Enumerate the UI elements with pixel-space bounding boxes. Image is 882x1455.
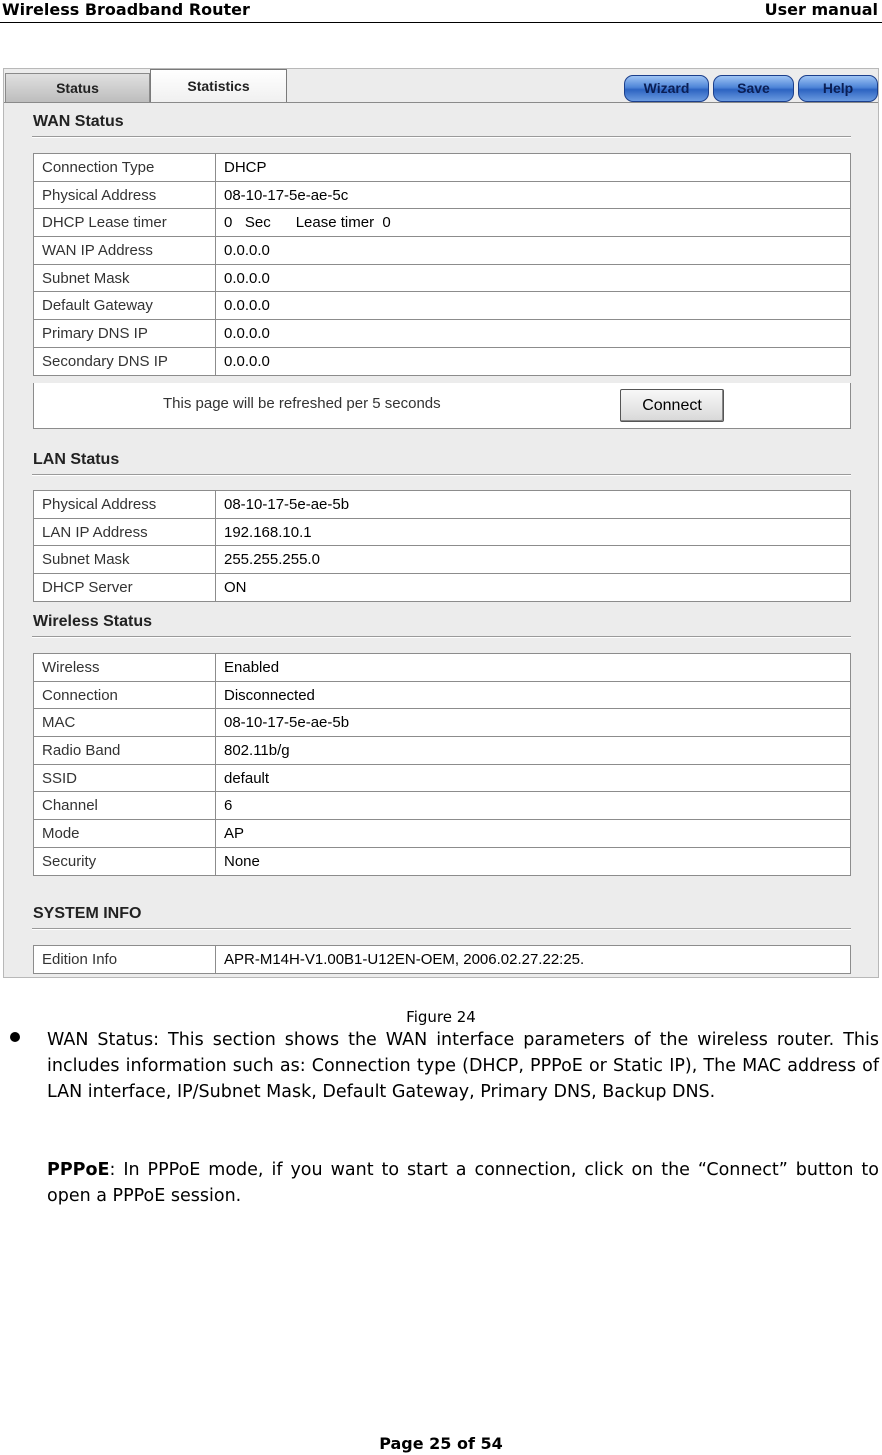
- row-label: DHCP Server: [34, 574, 216, 602]
- wizard-button[interactable]: Wizard: [624, 75, 709, 102]
- row-label: Channel: [34, 792, 216, 820]
- table-row: [34, 154, 851, 182]
- wireless-status-table: [33, 653, 851, 876]
- row-label: SSID: [34, 764, 216, 792]
- row-label: Primary DNS IP: [34, 320, 216, 348]
- wan-status-paragraph: [47, 1027, 879, 1105]
- table-row: [34, 237, 851, 265]
- row-value: AP: [216, 820, 851, 848]
- table-row: [34, 792, 851, 820]
- row-value: 0.0.0.0: [216, 320, 851, 348]
- connect-button[interactable]: Connect: [620, 389, 724, 422]
- row-value: APR-M14H-V1.00B1-U12EN-OEM, 2006.02.27.22:25.: [216, 946, 851, 974]
- row-value: DHCP: [216, 154, 851, 182]
- table-row: [34, 209, 851, 237]
- refresh-row: [33, 383, 851, 429]
- row-label: Connection Type: [34, 154, 216, 182]
- table-row: [34, 264, 851, 292]
- lan-divider: [32, 474, 851, 476]
- table-row: [34, 181, 851, 209]
- table-row: [34, 847, 851, 875]
- refresh-notice: This page will be refreshed per 5 seconds: [163, 395, 441, 412]
- row-value: 802.11b/g: [216, 737, 851, 765]
- row-value: Disconnected: [216, 681, 851, 709]
- wan-divider: [32, 136, 851, 138]
- row-label: Secondary DNS IP: [34, 347, 216, 375]
- figure-caption: Figure 24: [406, 1008, 476, 1026]
- tab-divider: [4, 102, 878, 103]
- pppoe-description: : In PPPoE mode, if you want to start a connection, click on the “Connect” button to open a PPPoE session.: [47, 1160, 879, 1206]
- table-row: [34, 709, 851, 737]
- row-value: 0.0.0.0: [216, 347, 851, 375]
- row-value: 6: [216, 792, 851, 820]
- row-label: Radio Band: [34, 737, 216, 765]
- row-label: Wireless: [34, 654, 216, 682]
- row-value: 255.255.255.0: [216, 546, 851, 574]
- page-number: Page 25 of 54: [379, 1434, 503, 1453]
- row-label: Security: [34, 847, 216, 875]
- system-info-table: [33, 945, 851, 974]
- row-label: Physical Address: [34, 491, 216, 519]
- wan-description: WAN Status: This section shows the WAN interface parameters of the wireless router. This includes information such as: Connection type (DHCP, PPPoE or Static IP), The MAC address of LAN interface, IP/Subnet Mask, Default Gateway, Primary DNS, Backup DNS.: [47, 1030, 879, 1102]
- table-row: [34, 820, 851, 848]
- row-label: WAN IP Address: [34, 237, 216, 265]
- table-row: [34, 320, 851, 348]
- row-label: Connection: [34, 681, 216, 709]
- row-label: MAC: [34, 709, 216, 737]
- table-row: [34, 764, 851, 792]
- save-button[interactable]: Save: [713, 75, 794, 102]
- row-label: LAN IP Address: [34, 518, 216, 546]
- row-value: 0.0.0.0: [216, 237, 851, 265]
- table-row: [34, 546, 851, 574]
- table-row: [34, 946, 851, 974]
- row-label: Mode: [34, 820, 216, 848]
- wireless-divider: [32, 636, 851, 638]
- row-label: DHCP Lease timer: [34, 209, 216, 237]
- wan-status-title: WAN Status: [33, 113, 124, 130]
- row-value: 08-10-17-5e-ae-5b: [216, 709, 851, 737]
- row-label: Edition Info: [34, 946, 216, 974]
- wireless-status-title: Wireless Status: [33, 613, 153, 630]
- row-value: Enabled: [216, 654, 851, 682]
- wan-status-table: [33, 153, 851, 376]
- pppoe-label: PPPoE: [47, 1160, 110, 1180]
- row-value: ON: [216, 574, 851, 602]
- row-value: None: [216, 847, 851, 875]
- tab-status[interactable]: Status: [5, 73, 150, 102]
- system-info-title: SYSTEM INFO: [33, 905, 142, 922]
- row-value: 08-10-17-5e-ae-5c: [216, 181, 851, 209]
- table-row: [34, 347, 851, 375]
- row-value: 0 Sec Lease timer 0: [216, 209, 851, 237]
- page-header: [0, 0, 882, 23]
- tab-statistics[interactable]: Statistics: [150, 69, 287, 102]
- row-value: 0.0.0.0: [216, 292, 851, 320]
- system-divider: [32, 928, 851, 930]
- pppoe-paragraph: [47, 1157, 879, 1209]
- table-row: [34, 654, 851, 682]
- bullet-icon: [10, 1032, 20, 1042]
- row-label: Physical Address: [34, 181, 216, 209]
- row-label: Default Gateway: [34, 292, 216, 320]
- lan-status-title: LAN Status: [33, 451, 120, 468]
- row-label: Subnet Mask: [34, 546, 216, 574]
- router-screenshot: [3, 68, 879, 978]
- lan-status-table: [33, 490, 851, 602]
- row-value: 192.168.10.1: [216, 518, 851, 546]
- row-value: 0.0.0.0: [216, 264, 851, 292]
- table-row: [34, 574, 851, 602]
- row-value: default: [216, 764, 851, 792]
- header-doc-type: User manual: [764, 0, 878, 19]
- header-title: Wireless Broadband Router: [2, 0, 250, 19]
- table-row: [34, 737, 851, 765]
- table-row: [34, 518, 851, 546]
- help-button[interactable]: Help: [798, 75, 878, 102]
- table-row: [34, 681, 851, 709]
- table-row: [34, 292, 851, 320]
- row-value: 08-10-17-5e-ae-5b: [216, 491, 851, 519]
- row-label: Subnet Mask: [34, 264, 216, 292]
- table-row: [34, 491, 851, 519]
